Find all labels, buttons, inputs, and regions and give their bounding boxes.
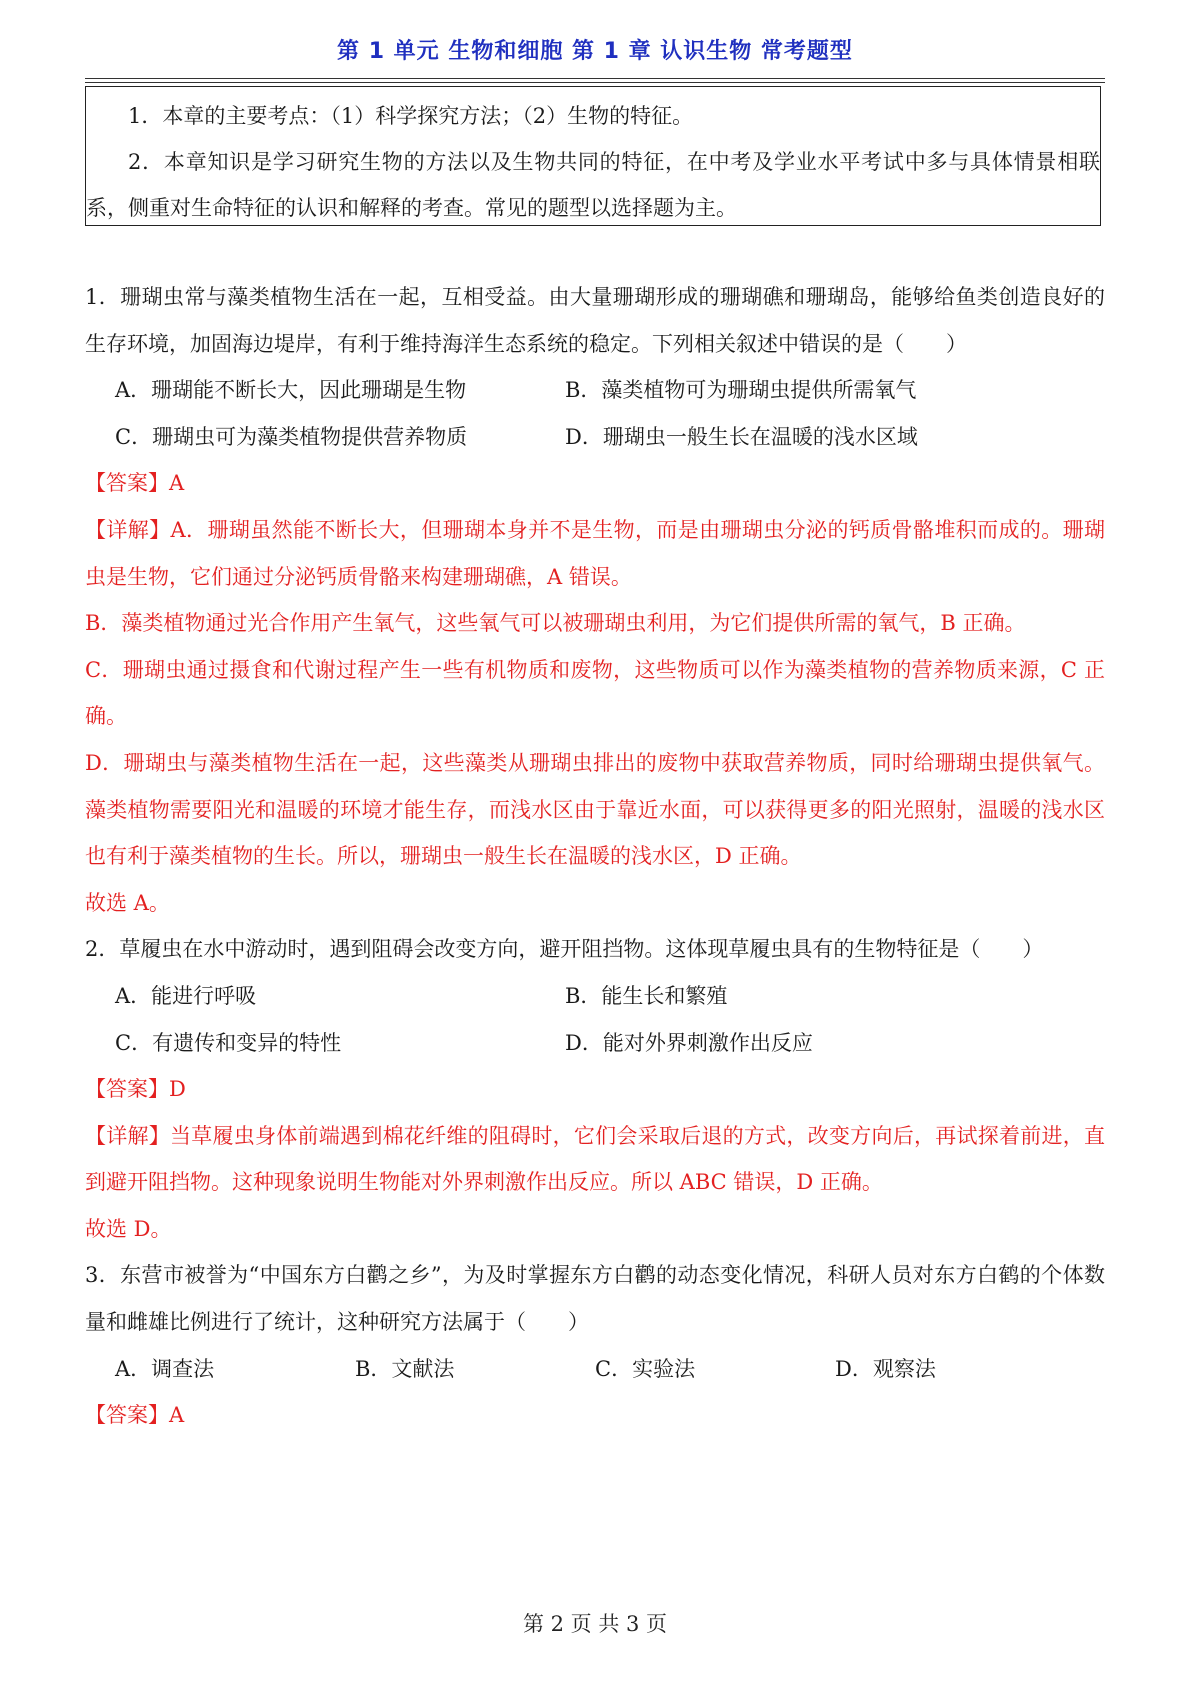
question-2-detail: 【详解】当草履虫身体前端遇到棉花纤维的阻碍时，它们会采取后退的方式，改变方向后，再试探着前进，直到避开阻挡物。这种现象说明生物能对外界刺激作出反应。所以 ABC 错误，D 正确。 [85,1123,1105,1195]
question-3-options-row [85,1346,1105,1393]
question-1-option-a: A．珊瑚能不断长大，因此珊瑚是生物 [115,378,467,403]
question-1-options-row-1 [85,367,1105,414]
question-1-option-c: C．珊瑚虫可为藻类植物提供营养物质 [115,424,468,449]
question-3-stem: 3．东营市被誉为“中国东方白鹳之乡”，为及时掌握东方白鹳的动态变化情况，科研人员对东方白鹤的个体数量和雌雄比例进行了统计，这种研究方法属于（ ） [85,1263,1105,1335]
question-1-option-b: B．藻类植物可为珊瑚虫提供所需氧气 [565,378,917,403]
question-1-detail-b: B．藻类植物通过光合作用产生氧气，这些氧气可以被珊瑚虫利用，为它们提供所需的氧气，B 正确。 [85,611,1026,636]
question-2-answer: 【答案】D [85,1077,186,1102]
question-1-conclusion: 故选 A。 [85,890,170,915]
page-title: 第 1 单元 生物和细胞 第 1 章 认识生物 常考题型 [337,39,853,64]
question-1-detail-c: C．珊瑚虫通过摄食和代谢过程产生一些有机物质和废物，这些物质可以作为藻类植物的营养物质来源，C 正确。 [85,657,1105,729]
question-1-options-row-2 [85,414,1105,461]
question-1-option-d: D．珊瑚虫一般生长在温暖的浅水区域 [565,424,918,449]
summary-line-2: 2．本章知识是学习研究生物的方法以及生物共同的特征，在中考及学业水平考试中多与具体情景相联系，侧重对生命特征的认识和解释的考查。常见的题型以选择题为主。 [86,150,1100,220]
question-2-option-b: B．能生长和繁殖 [565,983,728,1008]
questions [85,274,1105,1439]
question-3-answer: 【答案】A [85,1403,185,1428]
question-2-option-c: C．有遗传和变异的特性 [115,1030,342,1055]
question-2-stem: 2．草履虫在水中游动时，遇到阻碍会改变方向，避开阻挡物。这体现草履虫具有的生物特征是（ ） [85,937,1044,962]
chapter-summary-box [85,86,1101,226]
summary-line-1: 1．本章的主要考点：（1）科学探究方法；（2）生物的特征。 [128,104,694,128]
question-1-detail-a: 【详解】A．珊瑚虽然能不断长大，但珊瑚本身并不是生物，而是由珊瑚虫分泌的钙质骨骼堆积而成的。珊瑚虫是生物，它们通过分泌钙质骨骼来构建珊瑚礁，A 错误。 [85,517,1105,589]
header-rule-thin [85,82,1105,83]
question-3-option-d: D．观察法 [835,1356,936,1381]
header-rule [85,78,1105,79]
question-1-detail-d: D．珊瑚虫与藻类植物生活在一起，这些藻类从珊瑚虫排出的废物中获取营养物质，同时给珊瑚虫提供氧气。藻类植物需要阳光和温暖的环境才能生存，而浅水区由于靠近水面，可以获得更多的阳光照射，温暖的浅水区也有利于藻类植物的生长。所以，珊瑚虫一般生长在温暖的浅水区，D 正确。 [85,750,1105,869]
question-3-option-b: B．文献法 [355,1356,455,1381]
question-3-option-a: A．调查法 [115,1356,215,1381]
question-2-option-a: A．能进行呼吸 [115,983,257,1008]
question-1-stem: 1．珊瑚虫常与藻类植物生活在一起，互相受益。由大量珊瑚形成的珊瑚礁和珊瑚岛，能够给鱼类创造良好的生存环境，加固海边堤岸，有利于维持海洋生态系统的稳定。下列相关叙述中错误的是（ ） [85,285,1105,356]
question-3-option-c: C．实验法 [595,1356,696,1381]
question-2-options-row-2 [85,1020,1105,1067]
question-2-options-row-1 [85,973,1105,1020]
question-2-option-d: D．能对外界刺激作出反应 [565,1030,813,1055]
question-2-conclusion: 故选 D。 [85,1216,172,1241]
question-1-answer: 【答案】A [85,471,185,496]
page-number: 第 2 页 共 3 页 [522,1612,668,1636]
